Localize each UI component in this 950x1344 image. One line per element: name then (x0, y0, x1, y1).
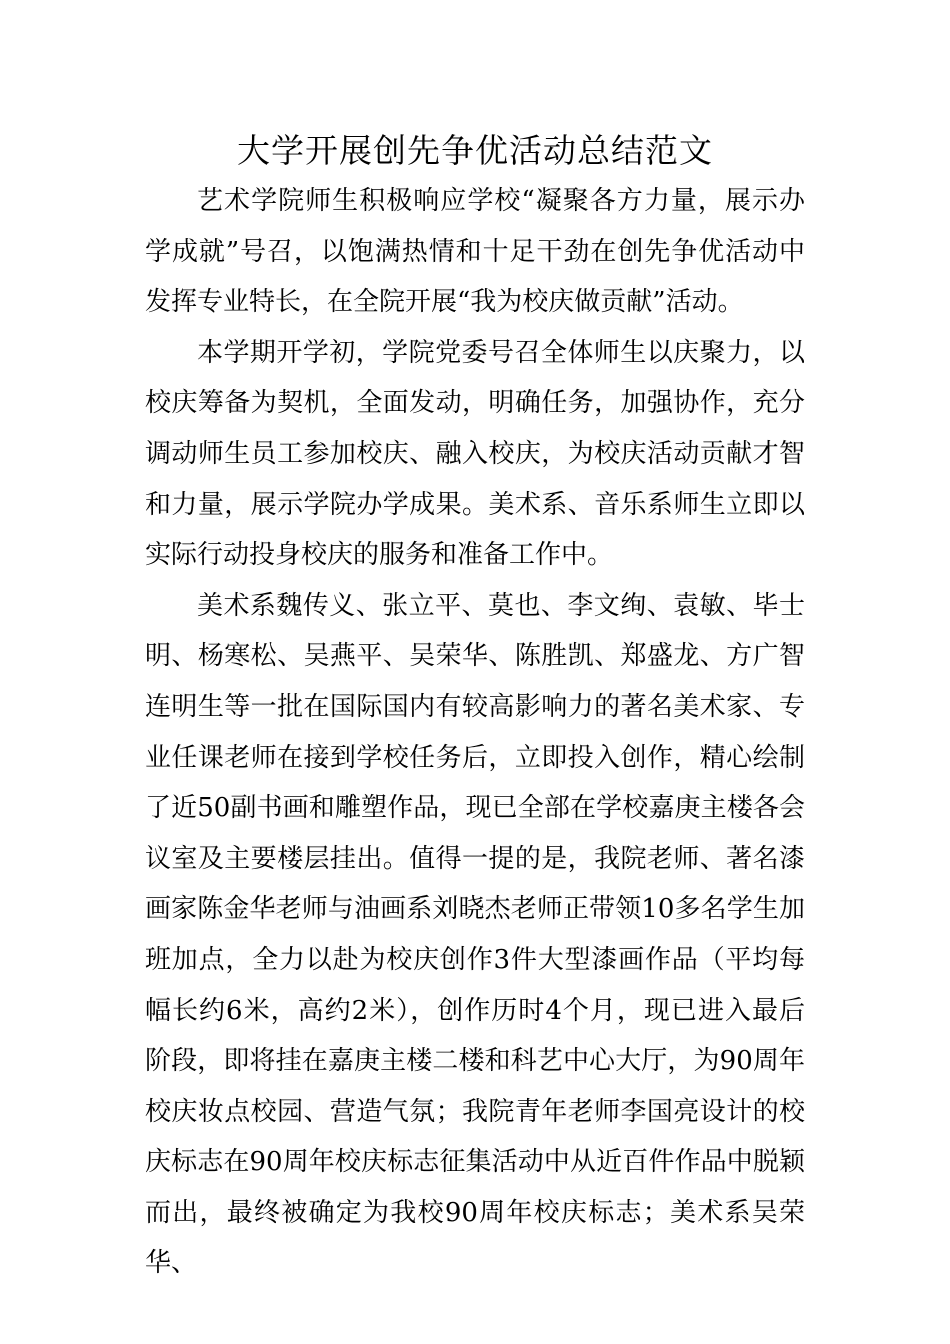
paragraph-2: 本学期开学初，学院党委号召全体师生以庆聚力，以校庆筹备为契机，全面发动，明确任务，加强协作，充分调动师生员工参加校庆、融入校庆，为校庆活动贡献才智和力量，展示学院办学成果。美术系、音乐系师生立即以实际行动投身校庆的服务和准备工作中。 (145, 337, 805, 571)
document-title: 大学开展创先争优活动总结范文 (237, 131, 713, 170)
document-body (145, 176, 805, 1289)
paragraph-3: 美术系魏传义、张立平、莫也、李文绚、袁敏、毕士明、杨寒松、吴燕平、吴荣华、陈胜凯、郑盛龙、方广智连明生等一批在国际国内有较高影响力的著名美术家、专业任课老师在接到学校任务后，立即投入创作，精心绘制了近50副书画和雕塑作品，现已全部在学校嘉庚主楼各会议室及主要楼层挂出。值得一提的是，我院老师、著名漆画家陈金华老师与油画系刘晓杰老师正带领10多名学生加班加点，全力以赴为校庆创作3件大型漆画作品（平均每幅长约6米，高约2米），创作历时4个月，现已进入最后阶段，即将挂在嘉庚主楼二楼和科艺中心大厅，为90周年校庆妆点校园、营造气氛；我院青年老师李国亮设计的校庆标志在90周年校庆标志征集活动中从近百件作品中脱颖而出，最终被确定为我校90周年校庆标志；美术系吴荣华、 (145, 590, 805, 1279)
paragraph-1: 艺术学院师生积极响应学校“凝聚各方力量，展示办学成就”号召，以饱满热情和十足干劲在创先争优活动中发挥专业特长，在全院开展“我为校庆做贡献”活动。 (145, 186, 805, 318)
